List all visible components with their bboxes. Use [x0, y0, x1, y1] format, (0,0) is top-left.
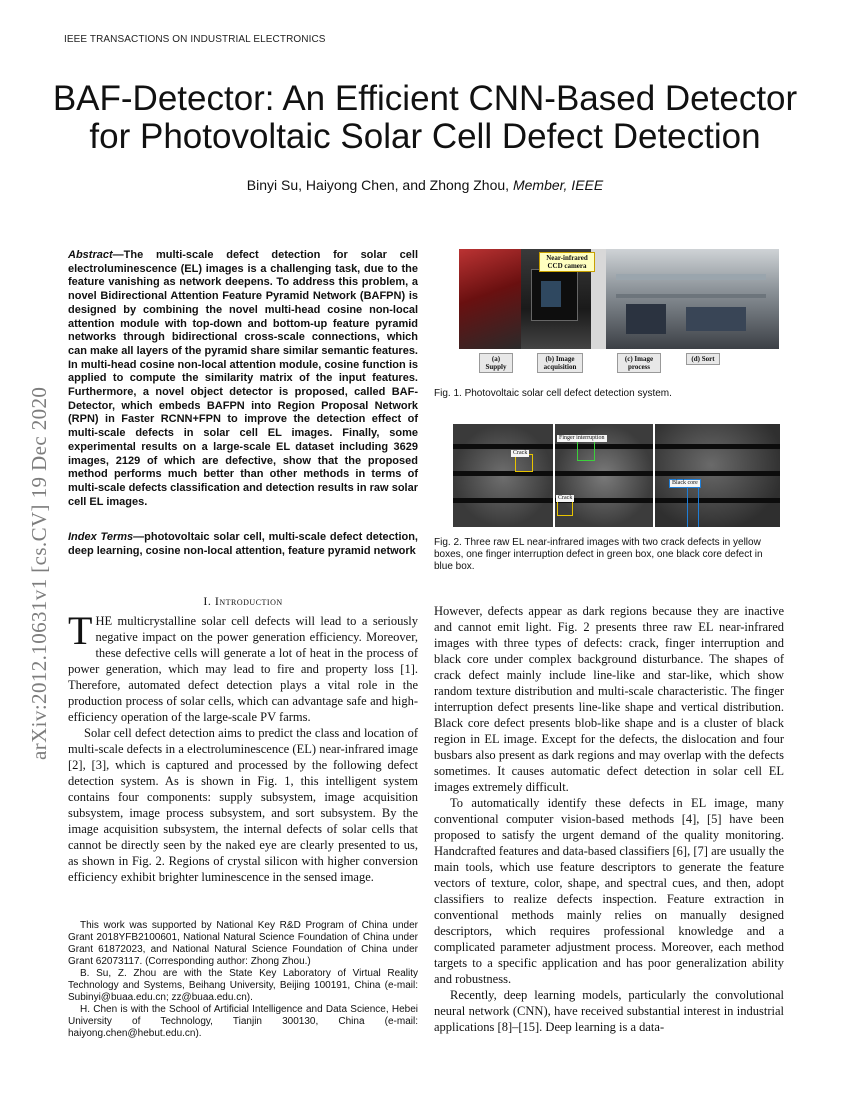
el-image-2	[555, 424, 653, 527]
section-number: I.	[203, 594, 215, 608]
index-terms	[68, 531, 418, 558]
intro-text	[68, 608, 418, 885]
intro-paragraph-2: Solar cell defect detection aims to predict the class and location of multi-scale defects in a electroluminescence (EL) near-infrared image [2], [3], which is captured and processed by the following defect detection system. As is shown in Fig. 1, this intelligent system contains four components: supply subsystem, image acquisition subsystem, image process subsystem, and sort subsystem. By the image acquisition subsystem, the internal defects of solar cells that cannot be directly seen by the naked eye are clearly presented to us, as shown in Fig. 2. Regions of crystal silicon with higher conversion efficiency exhibit brighter luminescence in the sensed image.	[68, 726, 418, 884]
crack-box-2	[557, 500, 573, 516]
author-names: Binyi Su, Haiyong Chen, and Zhong Zhou,	[246, 177, 510, 193]
crack-label-2: Crack	[558, 495, 573, 501]
finger-label: Finger interruption	[559, 435, 605, 441]
section-heading	[68, 594, 418, 609]
panel-label-supply: (a) Supply	[479, 353, 513, 373]
right-paragraph-2: To automatically identify these defects in EL image, many conventional computer vision-based methods [4], [5] have been proposed to satisfy the urgent demand of the quality monitoring. Handcrafted features and data-based classifiers [6], [7] are usually the main tools, which use feature descriptors to generate the feature vectors of texture, color, shape, and spectral cues, and then, adopt classifiers to realize defects inspection. Feature extraction in conventional methods mainly relies on manually designed descriptors, which requires professional knowledge and a complicated parameter adjustment process. Moreover, each method targets to a specific application and has poor generalization ability and robustness.	[434, 796, 784, 986]
arxiv-sidebar: arXiv:2012.10631v1 [cs.CV] 19 Dec 2020	[27, 386, 51, 760]
footnote-funding: This work was supported by National Key R&D Program of China under Grant 2018YFB2100601, National Natural Science Foundation of China under Grant 61872023, and National Natural Science Foundation of China under Grant 62073117. (Corresponding author: Zhong Zhou.)	[68, 920, 418, 967]
photo-supply	[459, 249, 521, 349]
intro-first-word: HE	[95, 614, 113, 628]
el-image-3	[655, 424, 780, 527]
right-paragraph-1: However, defects appear as dark regions because they are inactive and cannot emit light. Fig. 2 presents three raw EL near-infrared images with three types of defects: crack, finger interruption and black core under complex background disturbance. The shapes of crack defect mainly include line-like and star-like, which show random texture distribution and multi-scale characteristic. The finger interruption defect presents line-like shape and vertical distribution. Black core defect presents blob-like shape and is a cluster of black region in EL image. Except for the defects, the dislocation and four busbars also present as dark regions and may overlap with the defects sometimes. It causes automatic defect detection in solar cell EL images extremely difficult.	[434, 604, 784, 794]
footnotes	[68, 920, 418, 1040]
black-core-label: Black core	[669, 479, 701, 488]
photo-process-sort	[606, 249, 779, 349]
panel-label-sort: (d) Sort	[686, 353, 720, 365]
camera-label: Near-infrared CCD camera	[539, 252, 595, 272]
figure-1-caption: Fig. 1. Photovoltaic solar cell defect detection system.	[434, 388, 672, 399]
figure-2-caption: Fig. 2. Three raw EL near-infrared images with two crack defects in yellow boxes, one finger interruption defect in green box, one black core defect in blue box.	[434, 537, 763, 572]
panel-label-process: (c) Image process	[617, 353, 661, 373]
black-core-box	[687, 486, 699, 527]
figure-1	[459, 249, 779, 379]
crack-label-1: Crack	[513, 450, 528, 456]
intro-p1-rest: multicrystalline solar cell defects will lead to a seriously negative impact on the power generation efficiency. Moreover, these defective cells will generate a lot of heat in the process of power generation, which may lead to fire and property loss [1]. Therefore, automated defect detection plays a vital role in the production process of solar cells, which can advantage safe and high-efficiency operation of the large-scale PV farms.	[68, 614, 418, 724]
abstract-lead: Abstract	[68, 249, 113, 261]
authors	[140, 177, 710, 193]
abstract	[68, 249, 418, 509]
right-column-text	[434, 603, 784, 1035]
panel-label-acquisition: (b) Image acquisition	[537, 353, 583, 373]
index-terms-lead: Index Terms	[68, 531, 134, 543]
figure-2	[453, 424, 780, 527]
finger-box	[577, 441, 595, 461]
author-membership: Member, IEEE	[512, 177, 604, 193]
journal-header: IEEE TRANSACTIONS ON INDUSTRIAL ELECTRONICS	[64, 34, 326, 45]
index-terms-text: —photovoltaic solar cell, multi-scale defect detection, deep learning, cosine non-local attention, feature pyramid network	[68, 531, 418, 557]
paper-title: BAF-Detector: An Efficient CNN-Based Detector for Photovoltaic Solar Cell Defect Detection	[52, 79, 798, 156]
footnote-affiliation-1: B. Su, Z. Zhou are with the State Key Laboratory of Virtual Reality Technology and Systems, Beihang University, Beijing 100191, China (e-mail: Subinyi@buaa.edu.cn; zz@buaa.edu.cn).	[68, 968, 418, 1003]
dropcap: T	[68, 608, 93, 653]
section-title: Introduction	[214, 594, 283, 608]
abstract-text: —The multi-scale defect detection for solar cell electroluminescence (EL) images is a challenging task, due to the feature vanishing as network deepens. To address this problem, a novel Bidirectional Attention Feature Pyramid Network (BAFPN) is designed by combining the novel multi-head cosine non-local attention module with top-down and bottom-up feature pyramid networks through bidirectional cross-scale connections, which can make all layers of the pyramid share similar semantic features. In multi-head cosine non-local attention module, cosine function is applied to compute the similarity matrix of the input features. Furthermore, a novel object detector is proposed, called BAF-Detector, which embeds BAFPN into Region Proposal Network (RPN) in Faster RCNN+FPN to improve the detection effect of multi-scale defects in solar cell EL images. Finally, some experimental results on a large-scale EL dataset including 3629 images, 2129 of which are defective, show that the proposed method performs much better than other methods in terms of multi-scale defects classification and detection results in raw solar cell EL images.	[68, 249, 418, 508]
intro-paragraph-1	[68, 608, 418, 725]
footnote-affiliation-2: H. Chen is with the School of Artificial Intelligence and Data Science, Hebei University of Technology, Tianjin 300130, China (e-mail: haiyong.chen@hebut.edu.cn).	[68, 1004, 418, 1039]
right-paragraph-3: Recently, deep learning models, particularly the convolutional neural network (CNN), have received substantial interest in industrial applications [8]–[15]. Deep learning is a data-	[434, 988, 784, 1034]
el-image-1	[453, 424, 553, 527]
